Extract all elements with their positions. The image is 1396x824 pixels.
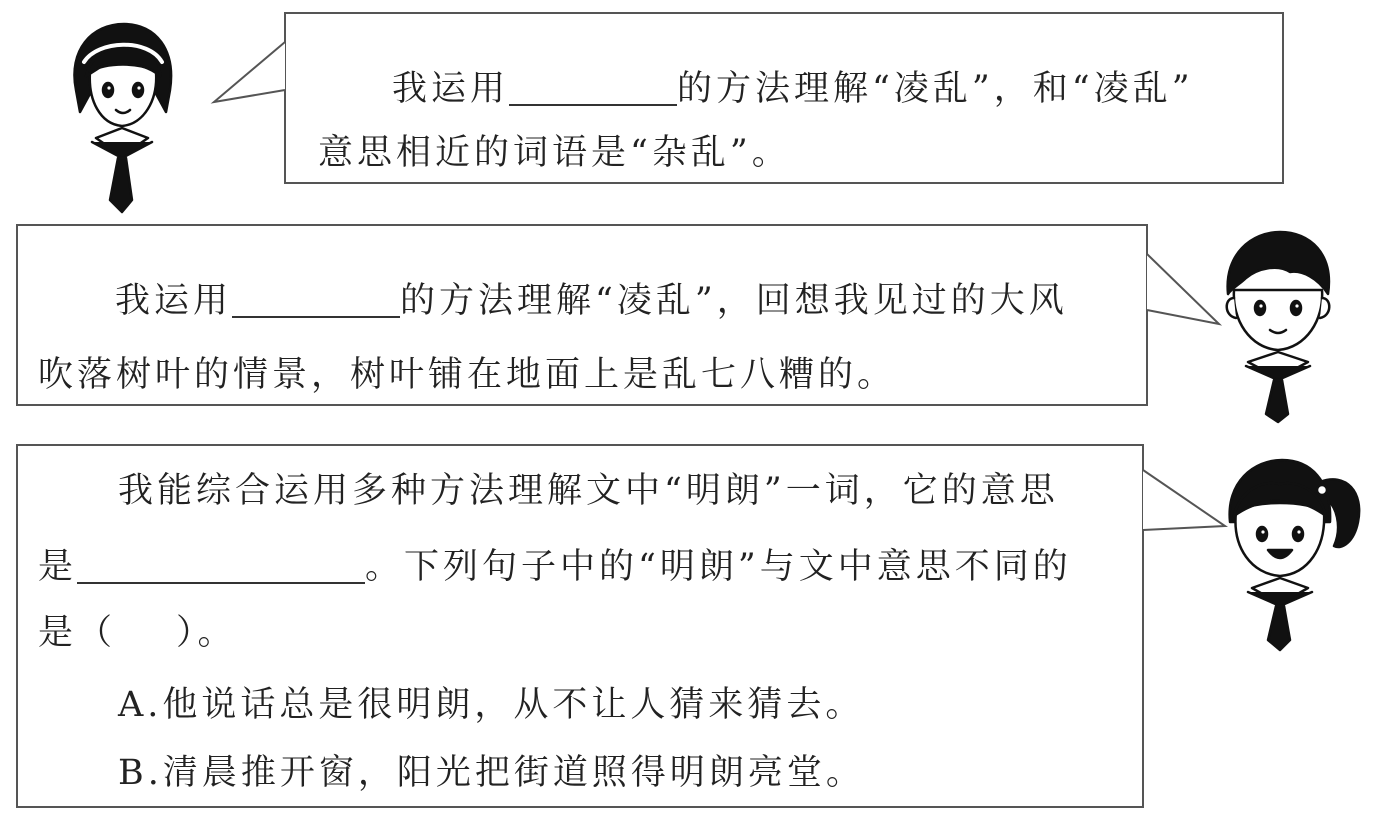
girl-ponytail-illustration xyxy=(1218,452,1368,658)
panel-2-line-2 xyxy=(38,355,897,395)
fill-blank[interactable] xyxy=(232,284,400,318)
text-segment: A.他说话总是很明朗，从不让人猜来猜去。 xyxy=(118,685,865,725)
text-segment: 我能综合运用多种方法理解文中“明朗”一词，它的意思 xyxy=(118,471,1059,511)
text-segment: B.清晨推开窗，阳光把街道照得明朗亮堂。 xyxy=(118,753,865,793)
text-segment: 是 xyxy=(38,547,78,587)
panel-3-line-2 xyxy=(38,547,1072,587)
text-segment: 意思相近的词语是“杂乱”。 xyxy=(318,133,791,173)
panel-3-line-1 xyxy=(118,471,1059,511)
panel-3-line-3 xyxy=(38,613,237,653)
speech-bubble-1-tail xyxy=(210,40,290,110)
text-segment: 的方法理解“凌乱”，回想我见过的大风 xyxy=(400,281,1068,321)
option-a xyxy=(118,685,865,725)
panel-1-line-1 xyxy=(392,69,1194,109)
text-segment: 我运用 xyxy=(115,281,233,321)
speech-bubble-2-tail xyxy=(1145,252,1225,332)
text-segment: 吹落树叶的情景，树叶铺在地面上是乱七八糟的。 xyxy=(38,355,897,395)
text-segment: ）。 xyxy=(176,613,237,653)
fill-blank[interactable] xyxy=(509,72,677,106)
boy-illustration xyxy=(1218,228,1338,424)
text-segment: 。下列句子中的“明朗”与文中意思不同的 xyxy=(365,547,1072,587)
option-b xyxy=(118,753,865,793)
text-segment: 的方法理解“凌乱”，和“凌乱” xyxy=(677,69,1194,109)
girl-bob-hair-illustration xyxy=(62,20,182,216)
panel-1-line-2 xyxy=(318,133,791,173)
text-segment: 我运用 xyxy=(392,69,510,109)
panel-2-line-1 xyxy=(115,281,1068,321)
text-segment: 是（ xyxy=(38,613,117,653)
fill-blank[interactable] xyxy=(77,550,365,584)
